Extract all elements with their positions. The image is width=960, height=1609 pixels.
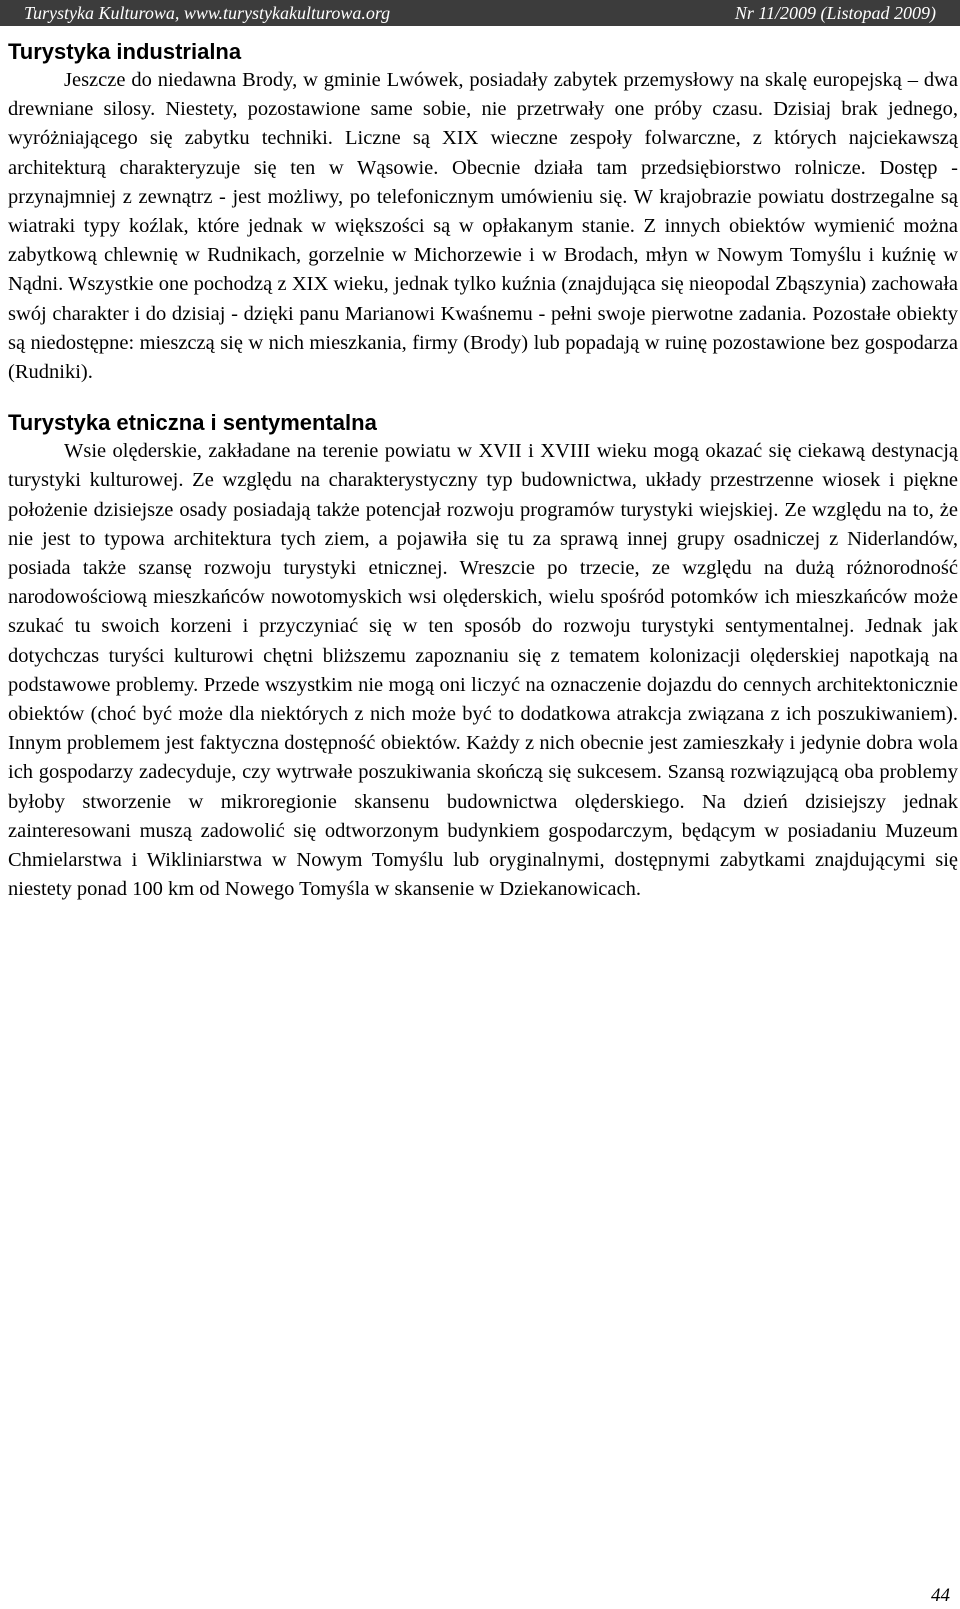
section-body-ethnic: Wsie olęderskie, zakładane na terenie powiatu w XVII i XVIII wieku mogą okazać się ciekawą destynacją turystyki kulturowej. Ze względu na charakterystyczny typ budownictwa, układy przestrzenne wiosek i piękne położenie dzisiejsze osady posiadają także potencjał rozwoju programów turystyki wiejskiej. Ze względu na to, że nie jest to typowa architektura tych ziem, a pojawiła się tu za sprawą innej grupy osadniczej z Niderlandów, posiada także szansę rozwoju turystyki etnicznej. Wreszcie po trzecie, ze względu na dużą różnorodność narodowościową mieszkańców nowotomyskich wsi olęderskich, wielu spośród potomków ich mieszkańców może szukać tu swoich korzeni i przyczyniać się w ten sposób do rozwoju turystyki sentymentalnej. Jednak jak dotychczas turyści kulturowi chętni bliższemu zapoznaniu się z tematem kolonizacji olęderskiej napotkają na podstawowe problemy. Przede wszystkim nie mogą oni liczyć na oznaczenie dojazdu do cennych architektonicznie obiektów (choć być może dla niektórych z nich może być to dodatkowa atrakcja związana z ich poszukiwaniem). Innym problemem jest faktyczna dostępność obiektów. Każdy z nich obecnie jest zamieszkały i jedynie dobra wola ich gospodarzy zadecyduje, czy wytrwałe poszukiwania skończą się sukcesem. Szansą rozwiązującą oba problemy byłoby stworzenie w mikroregionie skansenu budownictwa olęderskiego. Na dzień dzisiejszy jednak zainteresowani muszą zadowolić się odtworzonym budynkiem gospodarczym, będącym w posiadaniu Muzeum Chmielarstwa i Wikliniarstwa w Nowym Tomyślu lub oryginalnymi, dostępnymi zabytkami znajdującymi się niestety ponad 100 km od Nowego Tomyśla w skansenie w Dziekanowicach. — [8, 440, 958, 901]
section-body-industrial: Jeszcze do niedawna Brody, w gminie Lwówek, posiadały zabytek przemysłowy na skalę europejską – dwa drewniane silosy. Niestety, pozostawione same sobie, nie przetrwały one próby czasu. Dzisiaj brak jednego, wyróżniającego się zabytku techniki. Liczne są XIX wieczne zespoły folwarczne, z których najciekawszą architekturą charakteryzuje się ten w Wąsowie. Obecnie działa tam przedsiębiorstwo rolnicze. Dostęp - przynajmniej z zewnątrz - jest możliwy, po telefonicznym umówieniu się. W krajobrazie powiatu dostrzegalne są wiatraki typy koźlak, które jednak w większości są w opłakanym stanie. Z innych obiektów wymienić można zabytkową chlewnię w Rudnikach, gorzelnie w Michorzewie i w Brodach, młyn w Nowym Tomyślu i kuźnię w Nądni. Wszystkie one pochodzą z XIX wieku, jednak tylko kuźnia (znajdująca się nieopodal Zbąszynia) zachowała swój charakter i do dzisiaj - dzięki panu Marianowi Kwaśnemu - pełni swoje pierwotne zadania. Pozostałe obiekty są niedostępne: mieszczą się w nich mieszkania, firmy (Brody) lub popadają w ruinę pozostawione bez gospodarza (Rudniki). — [8, 69, 958, 384]
page-number: 44 — [931, 1585, 950, 1606]
section-title-industrial: Turystyka industrialna — [8, 39, 242, 64]
page-header — [0, 0, 960, 26]
article-content — [8, 38, 958, 904]
issue-number: Nr 11/2009 (Listopad 2009) — [734, 3, 936, 23]
journal-title: Turystyka Kulturowa, www.turystykakulturowa.org — [24, 3, 391, 23]
section-title-ethnic: Turystyka etniczna i sentymentalna — [8, 410, 377, 436]
